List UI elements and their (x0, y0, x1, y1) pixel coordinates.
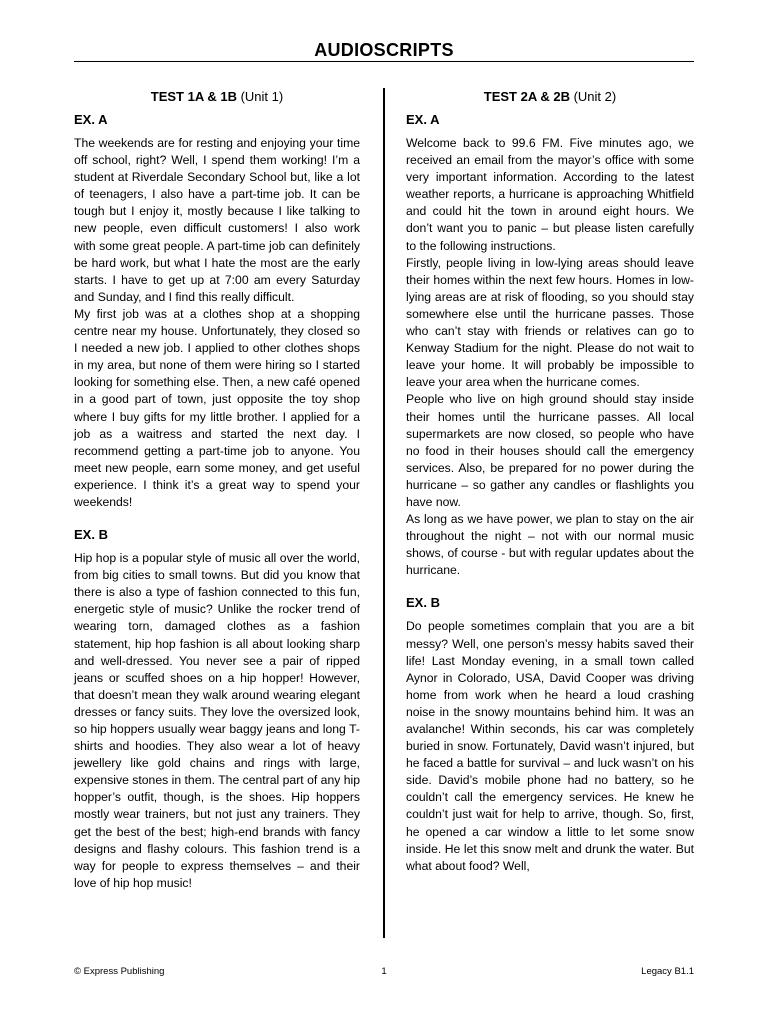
paragraph: Do people sometimes complain that you are a bit messy? Well, one person’s messy habits saved their life! Last Monday evening, in a small town called Aynor in Colorado, USA, David Cooper was driving home from work when he heard a loud crashing noise in the snowy mountains behind him. It was an avalanche! Within seconds, his car was completely buried in snow. Fortunately, David wasn’t injured, but he faced a battle for survival – and luck wasn’t on his side. David’s mobile phone had no battery, so he couldn’t call the emergency services. He knew he couldn’t just wait for help to arrive, though. So, first, he opened a car window a little to let some snow inside. He let this snow melt and drunk the water. But what about food? Well, (406, 619, 694, 873)
footer-publisher: © Express Publishing (74, 966, 165, 977)
paragraph: My first job was at a clothes shop at a shopping centre near my house. Unfortunately, they closed so I needed a new job. I applied to other clothes shops in my area, but none of them were hiring so I started looking for something else. Then, a new café opened in a good part of town, just opposite the toy shop where I buy gifts for my little brother. I applied for a job as a waitress and started the next day. I recommend getting a part-time job to anyone. You meet new people, earn some money, and get useful experience. I think it’s a great way to spend your weekends! (74, 306, 360, 509)
paragraph: People who live on high ground should stay inside their homes until the hurricane passes. All local supermarkets are now closed, so people who have no food in their houses should call the emergency services. Also, be prepared for no power during the hurricane – so gather any candles or flashlights you have now. (406, 392, 694, 509)
exercise-section (74, 527, 360, 892)
page-title: AUDIOSCRIPTS (314, 40, 454, 60)
exercise-section (406, 595, 694, 874)
title-rule (74, 61, 694, 62)
exercise-label: EX. A (406, 112, 440, 127)
page-footer (74, 966, 694, 980)
exercise-label: EX. B (406, 595, 440, 611)
exercise-section (74, 112, 360, 511)
right-column (406, 88, 694, 891)
exercise-label: EX. B (74, 527, 108, 543)
footer-course-name: Legacy B1.1 (641, 966, 694, 977)
paragraph: As long as we have power, we plan to stay on the air throughout the night – not with our normal music shows, of course - but with regular updates about the hurricane. (406, 512, 694, 578)
paragraph: Hip hop is a popular style of music all over the world, from big cities to small towns. But did you know that there is also a type of fashion connected to this fun, energetic style of music? Unlike the rocker trend of wearing torn, damaged clothes as a fashion statement, hip hop fashion is all about looking sharp and well-dressed. You never see a pair of ripped jeans or scuffed shoes on a hip hopper! However, that doesn’t mean they walk around wearing elegant dresses or fancy suits. They love the oversized look, so hip hoppers usually wear baggy jeans and long T-shirts and hoodies. They also wear a lot of heavy jewellery like gold chains and rings with large, expensive stones in them. The central part of any hip hopper’s outfit, though, is the shoes. Hip hoppers mostly wear trainers, but not just any trainers. They get the best of the best; high-end brands with fancy designs and flashy colours. This fashion trend is a way for people to express themselves – and their love of hip hop music! (74, 551, 360, 890)
test-heading-title: TEST 1A & 1B (150, 89, 237, 104)
test-heading-title: TEST 2A & 2B (483, 89, 570, 104)
paragraph: The weekends are for resting and enjoying your time off school, right? Well, I spend them working! I’m a student at Riverdale Secondary School but, like a lot of teenagers, I also have a part-time job. It can be tough but I enjoy it, mostly because I like talking to new people, even difficult customers! I also work with some great people. A part-time job can definitely be hard work, but what I hate the most are the early starts. I have to get up at 7:00 am every Saturday and Sunday, and I find this really difficult. (74, 136, 360, 304)
paragraph: Firstly, people living in low-lying areas should leave their homes within the next few hours. Homes in low-lying areas are at risk of flooding, so you should stay somewhere else until the hurricane passes. Those who can’t stay with friends or relatives can go to Kenway Stadium for the night. Please do not wait to leave your home. It will probably be impossible to leave your area when the hurricane comes. (406, 255, 694, 390)
paragraph: Welcome back to 99.6 FM. Five minutes ago, we received an email from the mayor’s office with some very important information. According to the latest weather reports, a hurricane is approaching Whitfield and could hit the town in around eight hours. We don’t want you to panic – but please listen carefully to the following instructions. (406, 136, 694, 253)
column-divider (383, 88, 385, 938)
exercise-section (406, 112, 694, 579)
exercise-label: EX. A (74, 112, 108, 127)
left-column (74, 88, 360, 908)
test-heading-unit: (Unit 1) (240, 89, 284, 104)
test-heading-unit: (Unit 2) (573, 89, 617, 104)
test-heading-left (74, 88, 360, 105)
footer-page-number: 1 (381, 966, 387, 977)
test-heading-right (406, 88, 694, 105)
